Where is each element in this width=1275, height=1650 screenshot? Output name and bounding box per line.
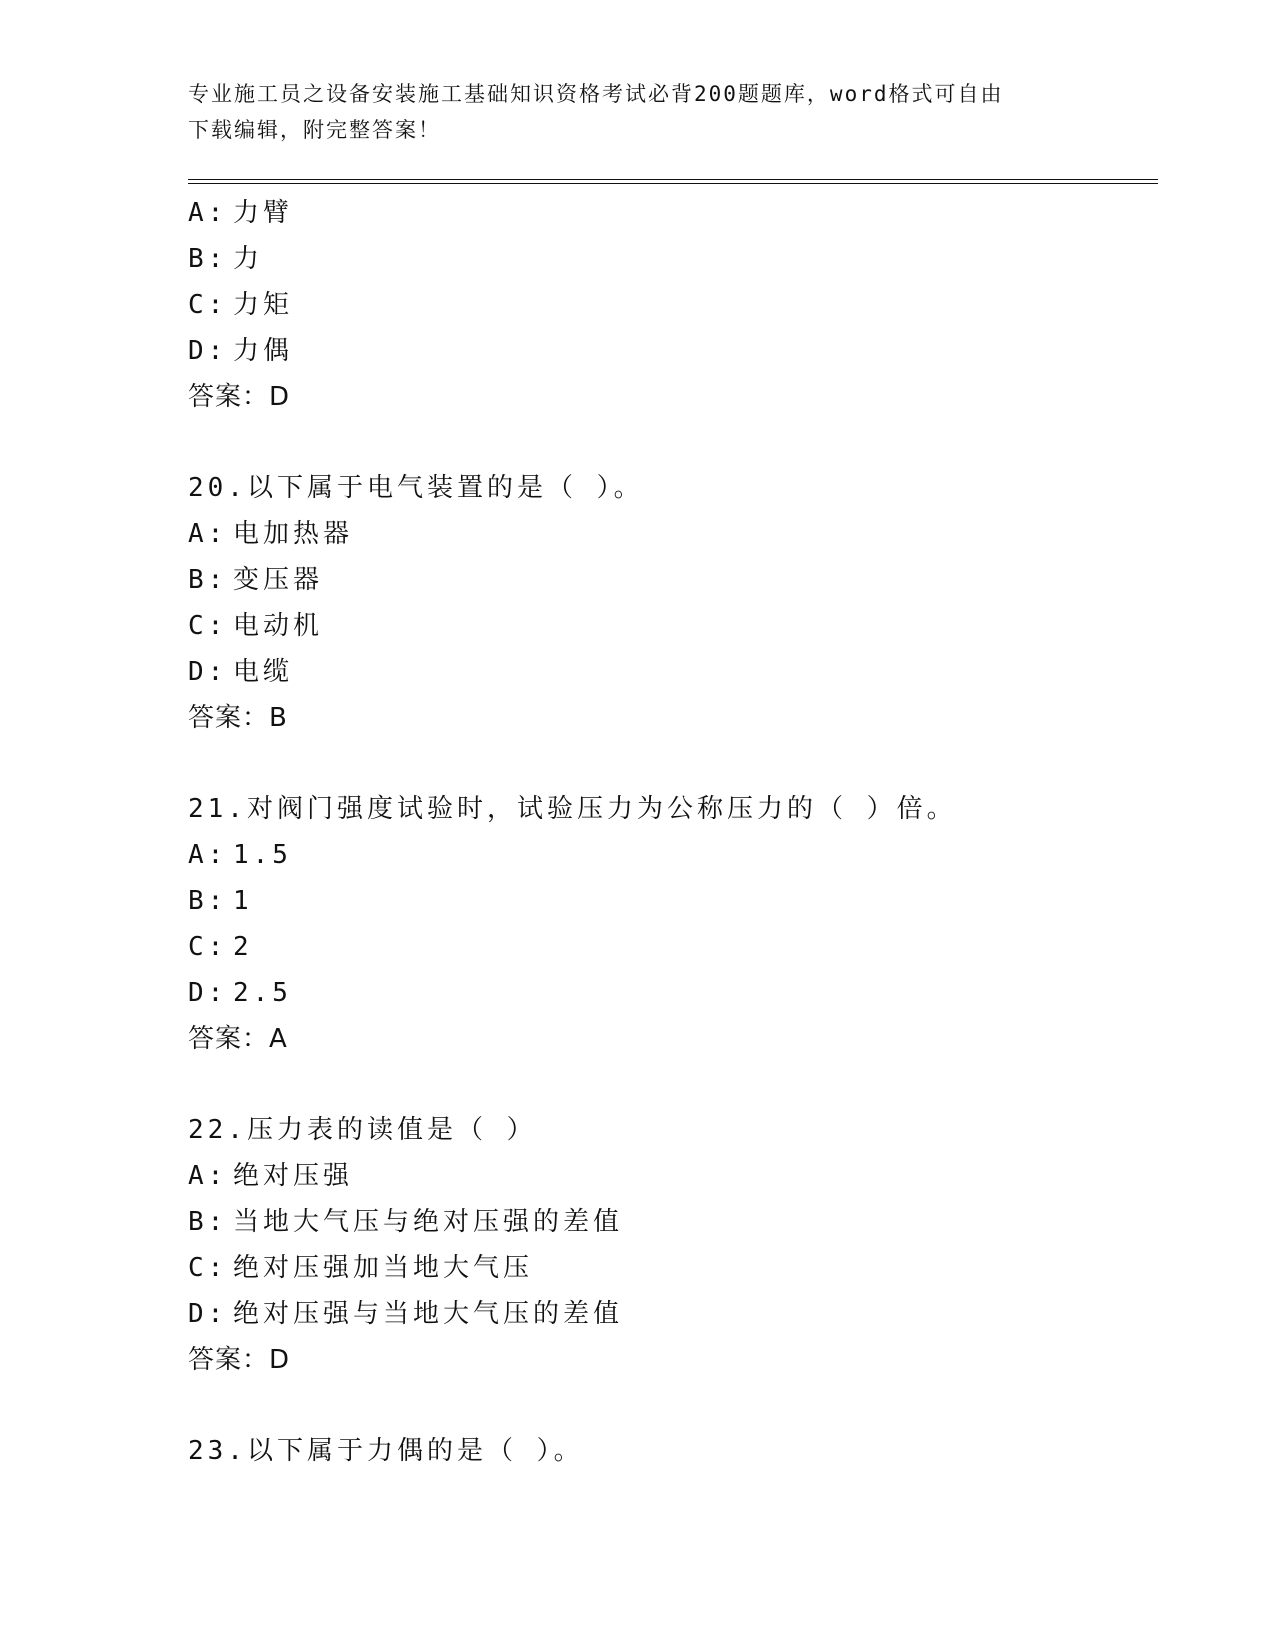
- question-22: [188, 1107, 1158, 1383]
- option-text: 电缆: [233, 657, 294, 687]
- option-text: 1: [233, 886, 253, 916]
- option-text: 绝对压强与当地大气压的差值: [233, 1299, 624, 1329]
- answer-line: 答案：A: [188, 1024, 288, 1054]
- option-label: D:: [188, 978, 228, 1008]
- option-c: [188, 603, 1158, 649]
- answer-line: 答案：B: [188, 703, 288, 733]
- option-label: B:: [188, 1207, 228, 1237]
- option-label: C:: [188, 290, 228, 320]
- option-text: 当地大气压与绝对压强的差值: [233, 1207, 624, 1237]
- option-label: B:: [188, 565, 228, 595]
- option-a: [188, 1153, 1158, 1199]
- option-text: 力: [233, 244, 264, 274]
- option-label: B:: [188, 886, 228, 916]
- option-label: A:: [188, 198, 228, 228]
- header-line-2: 下载编辑，附完整答案！: [188, 118, 441, 142]
- option-a: [188, 832, 1158, 878]
- option-text: 变压器: [233, 565, 324, 595]
- question-19: [188, 190, 1158, 420]
- option-b: [188, 236, 1158, 282]
- option-label: D:: [188, 336, 228, 366]
- option-d: [188, 1291, 1158, 1337]
- question-list: [188, 190, 1158, 1474]
- option-text: 绝对压强加当地大气压: [233, 1253, 534, 1283]
- header-divider-bottom: [188, 183, 1158, 184]
- answer-line: 答案：D: [188, 382, 291, 412]
- option-label: A:: [188, 519, 228, 549]
- question-stem: 22.压力表的读值是（ ）: [188, 1115, 537, 1145]
- option-c: [188, 924, 1158, 970]
- option-b: [188, 557, 1158, 603]
- question-stem: 23.以下属于力偶的是（ ）。: [188, 1436, 584, 1466]
- option-text: 2.5: [233, 978, 292, 1008]
- option-text: 2: [233, 932, 253, 962]
- option-label: C:: [188, 1253, 228, 1283]
- option-text: 力偶: [233, 336, 294, 366]
- option-text: 1.5: [233, 840, 292, 870]
- option-a: [188, 511, 1158, 557]
- question-23: [188, 1428, 1158, 1474]
- option-label: B:: [188, 244, 228, 274]
- option-label: C:: [188, 611, 228, 641]
- option-label: A:: [188, 1161, 228, 1191]
- document-header: [188, 76, 1088, 148]
- option-c: [188, 1245, 1158, 1291]
- option-d: [188, 328, 1158, 374]
- option-text: 力矩: [233, 290, 294, 320]
- option-label: D:: [188, 657, 228, 687]
- option-text: 绝对压强: [233, 1161, 354, 1191]
- option-label: D:: [188, 1299, 228, 1329]
- question-stem: 20.以下属于电气装置的是（ ）。: [188, 473, 644, 503]
- option-b: [188, 1199, 1158, 1245]
- answer-line: 答案：D: [188, 1345, 291, 1375]
- option-b: [188, 878, 1158, 924]
- question-20: [188, 465, 1158, 741]
- option-d: [188, 970, 1158, 1016]
- header-line-1: 专业施工员之设备安装施工基础知识资格考试必背200题题库，word格式可自由: [188, 82, 1004, 106]
- option-label: C:: [188, 932, 228, 962]
- option-d: [188, 649, 1158, 695]
- question-stem: 21.对阀门强度试验时，试验压力为公称压力的（ ）倍。: [188, 794, 957, 824]
- option-a: [188, 190, 1158, 236]
- option-label: A:: [188, 840, 228, 870]
- option-text: 电加热器: [233, 519, 354, 549]
- option-text: 电动机: [233, 611, 324, 641]
- header-divider-top: [188, 179, 1158, 180]
- option-text: 力臂: [233, 198, 294, 228]
- option-c: [188, 282, 1158, 328]
- question-21: [188, 786, 1158, 1062]
